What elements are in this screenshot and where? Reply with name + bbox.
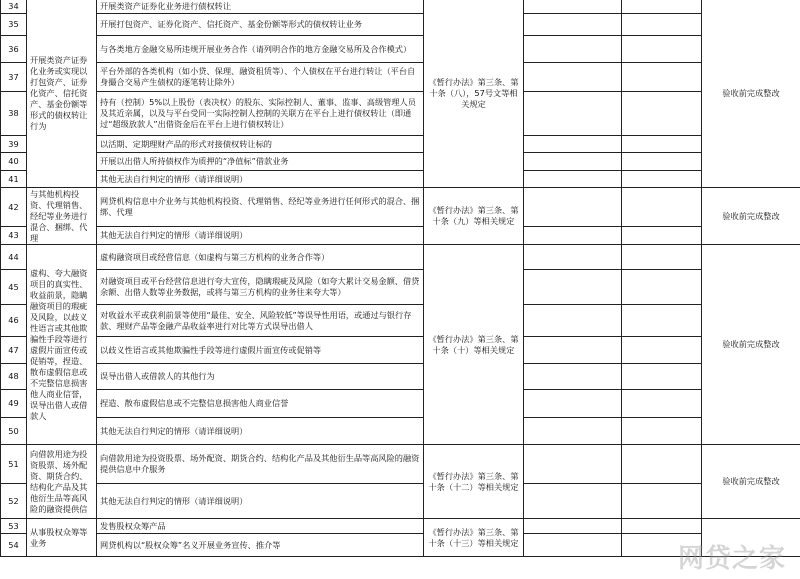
table-row <box>1 418 800 445</box>
category-cell: 与其他机构投资、代理销售、经纪等业务进行混合、捆绑、代理 <box>27 188 97 245</box>
blank-cell <box>622 36 702 63</box>
blank-cell <box>524 484 622 519</box>
table-row <box>1 153 800 171</box>
blank-cell <box>524 0 622 14</box>
category-cell: 开展类资产证券化业务或实现以打包资产、证券化资产、信托资产、基金份额等形式的债权转让行为 <box>27 0 97 188</box>
table-row <box>1 245 800 270</box>
row-number: 51 <box>1 445 27 484</box>
blank-cell <box>524 63 622 92</box>
table-row <box>1 188 800 227</box>
blank-cell <box>524 136 622 153</box>
blank-cell <box>622 188 702 227</box>
row-number: 36 <box>1 36 27 63</box>
item-text: 其他无法自行判定的情形（请详细说明） <box>97 484 424 519</box>
category-cell: 从事股权众筹等业务 <box>27 519 97 557</box>
blank-cell <box>524 305 622 337</box>
watermark-logo: 网贷之家 <box>677 544 786 574</box>
blank-cell <box>524 337 622 364</box>
table-row <box>1 305 800 337</box>
row-number: 38 <box>1 92 27 136</box>
blank-cell <box>622 245 702 270</box>
table-row <box>1 364 800 390</box>
row-number: 35 <box>1 14 27 36</box>
action-cell: 验收前完成整改 <box>702 445 800 519</box>
action-cell: 验收前完成整改 <box>702 245 800 445</box>
item-text: 其他无法自行判定的情形（请详细说明） <box>97 227 424 245</box>
table-row <box>1 36 800 63</box>
blank-cell <box>622 136 702 153</box>
item-text: 开展以出借人所持债权作为质押的“净值标”借款业务 <box>97 153 424 171</box>
item-text: 虚构融资项目或经营信息（如虚构与第三方机构的业务合作等） <box>97 245 424 270</box>
row-number: 46 <box>1 305 27 337</box>
blank-cell <box>622 418 702 445</box>
row-number: 54 <box>1 534 27 557</box>
table-row <box>1 519 800 534</box>
basis-cell: 《暂行办法》第三条、第十条（八），57号文等相关规定 <box>424 0 524 188</box>
blank-cell <box>622 364 702 390</box>
table-row <box>1 484 800 519</box>
row-number: 37 <box>1 63 27 92</box>
item-text: 开展类资产证券化业务进行债权转让 <box>97 0 424 14</box>
row-number: 47 <box>1 337 27 364</box>
item-text: 开展打包资产、证券化资产、信托资产、基金份额等形式的债权转让业务 <box>97 14 424 36</box>
item-text: 误导出借人或借款人的其他行为 <box>97 364 424 390</box>
table-row <box>1 270 800 305</box>
blank-cell <box>524 171 622 188</box>
basis-cell: 《暂行办法》第三条、第十条（十三）等相关规定 <box>424 519 524 557</box>
action-cell: 验收前完成整改 <box>702 0 800 188</box>
blank-cell <box>622 63 702 92</box>
basis-cell: 《暂行办法》第三条、第十条（十二）等相关规定 <box>424 445 524 519</box>
table-row <box>1 63 800 92</box>
blank-cell <box>524 270 622 305</box>
blank-cell <box>622 519 702 534</box>
blank-cell <box>622 171 702 188</box>
action-cell: 验收前完成整改 <box>702 188 800 245</box>
blank-cell <box>622 92 702 136</box>
table-row <box>1 445 800 484</box>
row-number: 48 <box>1 364 27 390</box>
category-cell: 向借款用途为投资股票、场外配资、期货合约、结构化产品及其他衍生品等高风险的融资提供信 <box>27 445 97 519</box>
basis-cell: 《暂行办法》第三条、第十条（九）等相关规定 <box>424 188 524 245</box>
basis-cell: 《暂行办法》第三条、第十条（十）等相关规定 <box>424 245 524 445</box>
table-row <box>1 136 800 153</box>
table-row <box>1 337 800 364</box>
row-number: 41 <box>1 171 27 188</box>
blank-cell <box>622 270 702 305</box>
item-text: 持有（控制）5%以上股份（表决权）的股东、实际控制人、董事、监事、高级管理人员及其近亲属，以及与平台受同一实际控制人控制的关联方在平台上进行债权转让（即通过“超级放款人”出借资金后在平台上进行债权转让） <box>97 92 424 136</box>
row-number: 50 <box>1 418 27 445</box>
item-text: 平台外部的各类机构（如小贷、保理、融资租赁等）、个人债权在平台进行转让（平台自身撮合交易产生债权的逐笔转让除外） <box>97 63 424 92</box>
row-number: 34 <box>1 0 27 14</box>
blank-cell <box>524 519 622 534</box>
blank-cell <box>524 245 622 270</box>
item-text: 对融资项目或平台经营信息进行夸大宣传，隐瞒瑕疵及风险（如夸大累计交易金额、借贷余额、出借人数等业务数据，或将与第三方机构的业务往来夸大等） <box>97 270 424 305</box>
blank-cell <box>524 227 622 245</box>
item-text: 以活期、定期理财产品的形式对接债权转让标的 <box>97 136 424 153</box>
blank-cell <box>524 92 622 136</box>
table-row <box>1 390 800 418</box>
row-number: 43 <box>1 227 27 245</box>
blank-cell <box>622 227 702 245</box>
blank-cell <box>524 188 622 227</box>
table-row <box>1 0 800 14</box>
blank-cell <box>622 390 702 418</box>
item-text: 其他无法自行判定的情形（请详细说明） <box>97 171 424 188</box>
blank-cell <box>524 364 622 390</box>
blank-cell <box>622 14 702 36</box>
item-text: 捏造、散布虚假信息或不完整信息损害他人商业信誉 <box>97 390 424 418</box>
blank-cell <box>524 534 622 557</box>
table-row <box>1 92 800 136</box>
row-number: 39 <box>1 136 27 153</box>
item-text: 网贷机构以“股权众筹”名义开展业务宣传、推介等 <box>97 534 424 557</box>
blank-cell <box>622 445 702 484</box>
blank-cell <box>622 153 702 171</box>
blank-cell <box>622 337 702 364</box>
row-number: 45 <box>1 270 27 305</box>
blank-cell <box>622 484 702 519</box>
row-number: 49 <box>1 390 27 418</box>
blank-cell <box>524 153 622 171</box>
item-text: 与各类地方金融交易所违规开展业务合作（请列明合作的地方金融交易所及合作模式） <box>97 36 424 63</box>
item-text: 以歧义性语言或其他欺骗性手段等进行虚假片面宣传或促销等 <box>97 337 424 364</box>
table-row <box>1 171 800 188</box>
item-text: 其他无法自行判定的情形（请详细说明） <box>97 418 424 445</box>
table-row <box>1 227 800 245</box>
item-text: 发售股权众筹产品 <box>97 519 424 534</box>
category-cell: 虚构、夸大融资项目的真实性、收益前景，隐瞒融资项目的瑕疵及风险，以歧义性语言或其他欺骗性手段等进行虚假片面宣传或促销等，捏造、散布虚假信息或不完整信息损害他人商业信誉，误导出借人或借款人 <box>27 245 97 445</box>
blank-cell <box>524 445 622 484</box>
row-number: 44 <box>1 245 27 270</box>
blank-cell <box>524 14 622 36</box>
item-text: 网贷机构信息中介业务与其他机构投资、代理销售、经纪等业务进行任何形式的混合、捆绑、代理 <box>97 188 424 227</box>
row-number: 42 <box>1 188 27 227</box>
row-number: 53 <box>1 519 27 534</box>
row-number: 40 <box>1 153 27 171</box>
blank-cell <box>622 0 702 14</box>
blank-cell <box>524 418 622 445</box>
blank-cell <box>622 305 702 337</box>
item-text: 向借款用途为投资股票、场外配资、期货合约、结构化产品及其他衍生品等高风险的融资提供信息中介服务 <box>97 445 424 484</box>
blank-cell <box>524 390 622 418</box>
table-row <box>1 14 800 36</box>
row-number: 52 <box>1 484 27 519</box>
item-text: 对收益水平或获利前景等使用“最佳、安全、风险较低”等误导性用语，或通过与银行存款、理财产品等金融产品收益率进行对比等方式误导出借人 <box>97 305 424 337</box>
blank-cell <box>524 36 622 63</box>
